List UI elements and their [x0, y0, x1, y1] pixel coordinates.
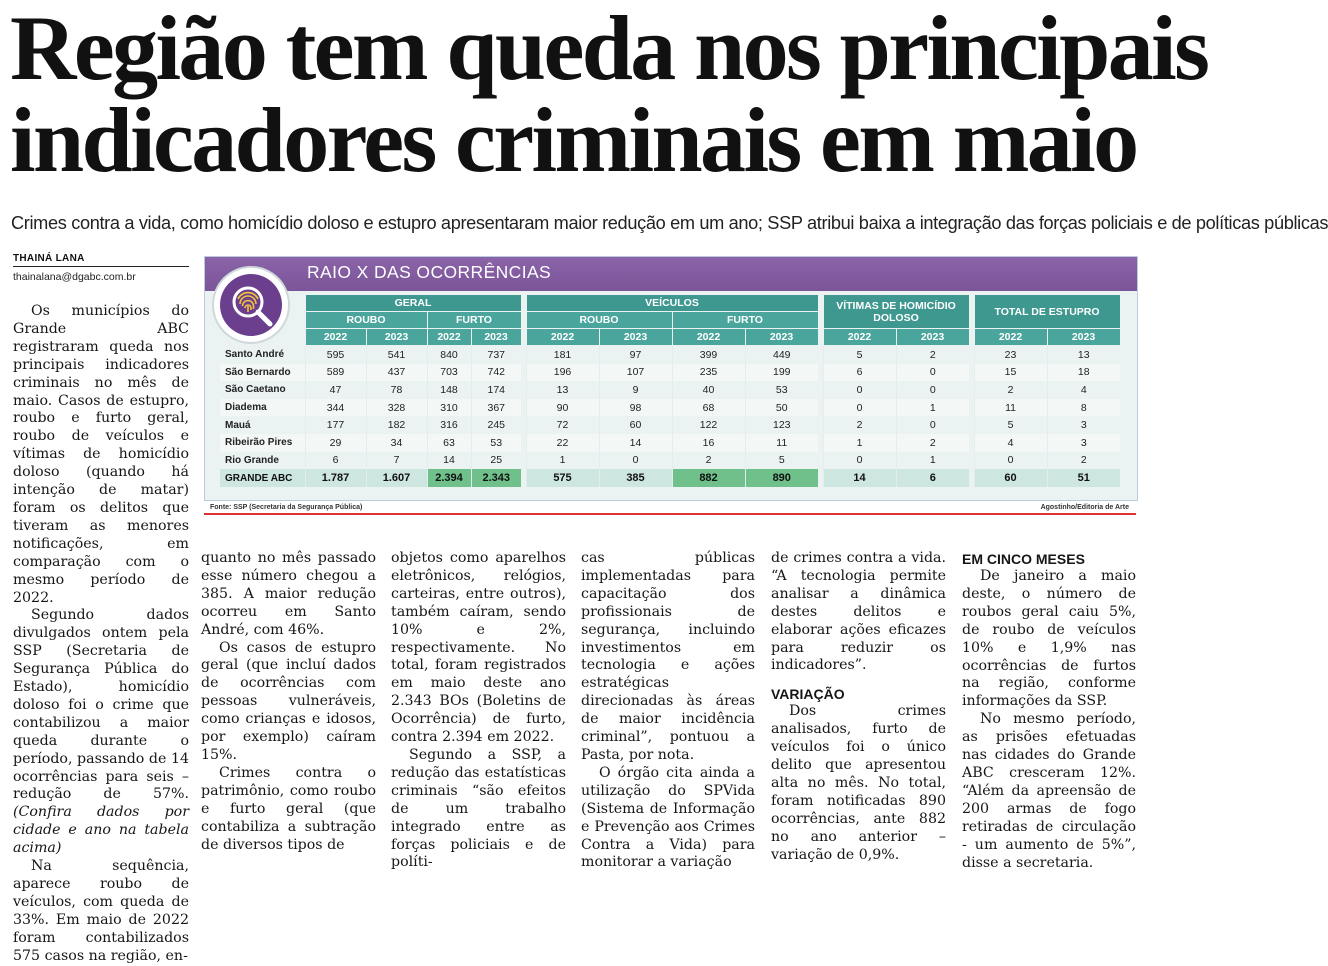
article-column-1 — [13, 303, 189, 966]
city-name: São Caetano — [225, 384, 286, 396]
sub-roubo: ROUBO — [526, 312, 672, 329]
group-geral: GERAL — [305, 295, 521, 312]
article-column-2 — [201, 550, 376, 854]
article-column-4 — [581, 550, 755, 872]
city-header-spacer — [220, 295, 305, 346]
value-cell: 174 — [471, 381, 521, 399]
paragraph: No mesmo período, as prisões efetuadas nas cidades do Grande ABC cresceram 12%. “Além da apreensão de 200 armas de fogo retiradas de circulação - um aumento de 5%”, disse a secretaria. — [962, 711, 1136, 871]
year-header: 2023 — [471, 329, 521, 346]
sub-furto: FURTO — [427, 312, 521, 329]
value-cell: 90 — [526, 399, 599, 417]
value-cell: 541 — [366, 346, 427, 364]
value-cell: 4 — [974, 434, 1047, 452]
table-row — [220, 416, 1120, 434]
article-column-5 — [771, 550, 946, 865]
value-cell: 29 — [305, 434, 366, 452]
sub-roubo: ROUBO — [305, 312, 427, 329]
value-cell: 72 — [526, 416, 599, 434]
city-name: São Bernardo — [220, 364, 305, 382]
value-cell: 5 — [745, 452, 818, 470]
value-cell: 316 — [427, 416, 471, 434]
year-header: 2022 — [305, 329, 366, 346]
sub-furto: FURTO — [672, 312, 818, 329]
paragraph: Os casos de estupro geral (que incluí dados de ocorrências com pessoas vulneráveis, como crianças e idosos, por exemplo) caíram 15%. — [201, 639, 376, 763]
paragraph: de crimes contra a vida. “A tecnologia permite analisar a dinâmica destes delitos e elaborar ações eficazes para reduzir os indicadores”. — [771, 550, 946, 674]
table-row — [220, 452, 1120, 470]
value-cell: 122 — [672, 416, 745, 434]
city-name: Santo André — [225, 349, 285, 361]
value-cell: 3 — [1047, 416, 1120, 434]
value-cell: 47 — [305, 381, 366, 399]
group-estupro: TOTAL DE ESTUPRO — [974, 295, 1120, 329]
value-cell: 840 — [427, 346, 471, 364]
section-heading-cinco-meses: EM CINCO MESES — [962, 551, 1085, 567]
infographic-header — [205, 257, 1137, 291]
value-cell: 53 — [471, 434, 521, 452]
value-cell: 196 — [526, 364, 599, 382]
paragraph: De janeiro a maio deste, o número de roubos geral caiu 5%, de roubo de veículos 10% e 1,9% nas ocorrências de furtos na região, conforme informações da SSP. — [962, 568, 1136, 710]
value-cell: 4 — [1047, 381, 1120, 399]
value-cell: 8 — [1047, 399, 1120, 417]
year-header: 2022 — [672, 329, 745, 346]
total-row — [220, 469, 1120, 487]
value-cell: 742 — [471, 364, 521, 382]
value-cell: 1.607 — [366, 469, 427, 487]
value-cell: 199 — [745, 364, 818, 382]
city-name: Rio Grande — [225, 454, 279, 466]
value-cell: 97 — [599, 346, 672, 364]
value-cell: 2 — [896, 346, 969, 364]
value-cell: 13 — [1047, 346, 1120, 364]
value-cell: 1 — [823, 434, 896, 452]
value-cell: 882 — [672, 469, 745, 487]
value-cell: 51 — [1047, 469, 1120, 487]
value-cell: 2 — [896, 434, 969, 452]
value-cell: 2 — [1047, 452, 1120, 470]
headline-line-2: indicadores criminais em maio — [10, 89, 1137, 191]
value-cell: 1.787 — [305, 469, 366, 487]
paragraph: quanto no mês passado esse número chegou a 385. A maior redução ocorreu em Santo André, com 46%. — [201, 550, 376, 638]
value-cell: 6 — [896, 469, 969, 487]
value-cell: 385 — [599, 469, 672, 487]
table-row — [220, 346, 1120, 364]
value-cell: 245 — [471, 416, 521, 434]
byline-divider — [13, 266, 189, 267]
year-header: 2023 — [896, 329, 969, 346]
value-cell: 0 — [599, 452, 672, 470]
value-cell: 1 — [896, 399, 969, 417]
value-cell: 123 — [745, 416, 818, 434]
value-cell: 1 — [896, 452, 969, 470]
value-cell: 6 — [823, 364, 896, 382]
paragraph: Os municípios do Grande ABC registraram queda nos principais indicadores criminais no mês de maio. Casos de estupro, roubo e furto geral, roubo de veículos e vítimas de homicídio doloso (quando há intenção de matar) foram os delitos que tiveram as menores notificações, em comparação com o mesmo período de 2022. — [13, 303, 189, 606]
value-cell: 14 — [599, 434, 672, 452]
red-divider — [204, 513, 1136, 515]
value-cell: 181 — [526, 346, 599, 364]
value-cell: 575 — [526, 469, 599, 487]
value-cell: 68 — [672, 399, 745, 417]
value-cell: 5 — [974, 416, 1047, 434]
value-cell: 9 — [599, 381, 672, 399]
value-cell: 40 — [672, 381, 745, 399]
value-cell: 78 — [366, 381, 427, 399]
value-cell: 63 — [427, 434, 471, 452]
group-homicidio: VÍTIMAS DE HOMICÍDIO DOLOSO — [823, 295, 969, 329]
section-heading-variacao: VARIAÇÃO — [771, 686, 845, 703]
paragraph: Crimes contra o patrimônio, como roubo e furto geral (que contabiliza a subtração de diversos tipos de — [201, 764, 376, 853]
value-cell: 14 — [823, 469, 896, 487]
value-cell: 11 — [974, 399, 1047, 417]
table-row — [220, 381, 1120, 399]
value-cell: 182 — [366, 416, 427, 434]
year-header: 2023 — [366, 329, 427, 346]
value-cell: 16 — [672, 434, 745, 452]
value-cell: 0 — [823, 452, 896, 470]
paragraph: cas públicas implementadas para capacitação dos profissionais de segurança, incluindo investimentos em tecnologia e ações estratégicas direcionadas às áreas de maior incidência criminal”, pontuou a Pasta, por nota. — [581, 550, 755, 763]
year-header: 2023 — [599, 329, 672, 346]
value-cell: 107 — [599, 364, 672, 382]
year-header: 2022 — [427, 329, 471, 346]
chart-source: Fonte: SSP (Secretaria da Segurança Pública) — [210, 504, 363, 511]
value-cell: 3 — [1047, 434, 1120, 452]
value-cell: 235 — [672, 364, 745, 382]
year-header: 2022 — [974, 329, 1047, 346]
value-cell: 1 — [526, 452, 599, 470]
art-credit: Agostinho/Editoria de Arte — [1040, 504, 1129, 511]
value-cell: 344 — [305, 399, 366, 417]
value-cell: 7 — [366, 452, 427, 470]
value-cell: 22 — [526, 434, 599, 452]
author-name: THAINÁ LANA — [13, 253, 85, 264]
table-row — [220, 364, 1120, 382]
value-cell: 2 — [974, 381, 1047, 399]
value-cell: 6 — [305, 452, 366, 470]
year-header: 2022 — [526, 329, 599, 346]
value-cell: 50 — [745, 399, 818, 417]
value-cell: 310 — [427, 399, 471, 417]
value-cell: 11 — [745, 434, 818, 452]
value-cell: 0 — [823, 399, 896, 417]
headline — [10, 0, 1208, 191]
infographic-title: RAIO X DAS OCORRÊNCIAS — [307, 262, 552, 282]
article-column-6 — [962, 550, 1136, 872]
value-cell: 2.343 — [471, 469, 521, 487]
value-cell: 0 — [823, 381, 896, 399]
value-cell: 737 — [471, 346, 521, 364]
value-cell: 0 — [896, 364, 969, 382]
city-name: GRANDE ABC — [220, 469, 305, 487]
paragraph: Na sequência, aparece roubo de veículos, com queda de 33%. Em maio de 2022 foram contabilizados 575 casos na região, en- — [13, 858, 189, 964]
paragraph: Segundo dados divulgados ontem pela SSP (Secretaria de Segurança Pública do Estado), homicídio doloso foi o crime que contabilizou a maior queda durante o período, passando de 14 ocorrências para seis – redução de 57%. (Confira dados por cidade e ano na tabela acima) — [13, 607, 189, 857]
group-veiculos: VEÍCULOS — [526, 295, 818, 312]
author-email[interactable]: thainalana@dgabc.com.br — [13, 271, 136, 283]
table-row — [220, 399, 1120, 417]
value-cell: 0 — [896, 381, 969, 399]
paragraph: objetos como aparelhos eletrônicos, relógios, carteiras, entre outros), também caíram, sendo 10% e 2%, respectivamente. No total, foram registrados em maio deste ano 2.343 BOs (Boletins de Ocorrência) de furto, contra 2.394 em 2022. — [391, 550, 566, 746]
value-cell: 23 — [974, 346, 1047, 364]
year-header: 2023 — [1047, 329, 1120, 346]
table-row — [220, 434, 1120, 452]
value-cell: 437 — [366, 364, 427, 382]
value-cell: 328 — [366, 399, 427, 417]
value-cell: 53 — [745, 381, 818, 399]
city-name: Ribeirão Pires — [220, 434, 305, 452]
value-cell: 177 — [305, 416, 366, 434]
value-cell: 14 — [427, 452, 471, 470]
value-cell: 595 — [305, 346, 366, 364]
value-cell: 890 — [745, 469, 818, 487]
year-header: 2022 — [823, 329, 896, 346]
value-cell: 15 — [974, 364, 1047, 382]
value-cell: 5 — [823, 346, 896, 364]
paragraph: Segundo a SSP, a redução das estatísticas criminais “são efeitos de um trabalho integrado entre as forças policiais e de políti- — [391, 746, 566, 871]
deck-subtitle: Crimes contra a vida, como homicídio doloso e estupro apresentaram maior redução em um ano; SSP atribui baixa a integração das forças policiais e de políticas públicas — [11, 213, 1328, 233]
value-cell: 25 — [471, 452, 521, 470]
city-name: Diadema — [220, 399, 305, 417]
value-cell: 18 — [1047, 364, 1120, 382]
value-cell: 34 — [366, 434, 427, 452]
headline-line-1: Região tem queda nos principais — [10, 0, 1208, 99]
value-cell: 0 — [974, 452, 1047, 470]
value-cell: 2 — [672, 452, 745, 470]
value-cell: 98 — [599, 399, 672, 417]
value-cell: 703 — [427, 364, 471, 382]
value-cell: 589 — [305, 364, 366, 382]
value-cell: 2.394 — [427, 469, 471, 487]
crime-data-table — [220, 294, 1121, 487]
year-header: 2023 — [745, 329, 818, 346]
article-column-3 — [391, 550, 566, 872]
city-name: Mauá — [225, 419, 251, 431]
value-cell: 60 — [599, 416, 672, 434]
value-cell: 449 — [745, 346, 818, 364]
value-cell: 399 — [672, 346, 745, 364]
value-cell: 367 — [471, 399, 521, 417]
value-cell: 2 — [823, 416, 896, 434]
value-cell: 60 — [974, 469, 1047, 487]
value-cell: 0 — [896, 416, 969, 434]
value-cell: 13 — [526, 381, 599, 399]
paragraph: Dos crimes analisados, furto de veículos foi o único delito que apresentou alta no mês. No total, foram notificadas 890 ocorrências, ante 882 no ano anterior – variação de 0,9%. — [771, 703, 946, 863]
paragraph: O órgão cita ainda a utilização do SPVida (Sistema de Informação e Prevenção aos Crimes Contra a Vida) para monitorar a variação — [581, 764, 755, 871]
value-cell: 148 — [427, 381, 471, 399]
